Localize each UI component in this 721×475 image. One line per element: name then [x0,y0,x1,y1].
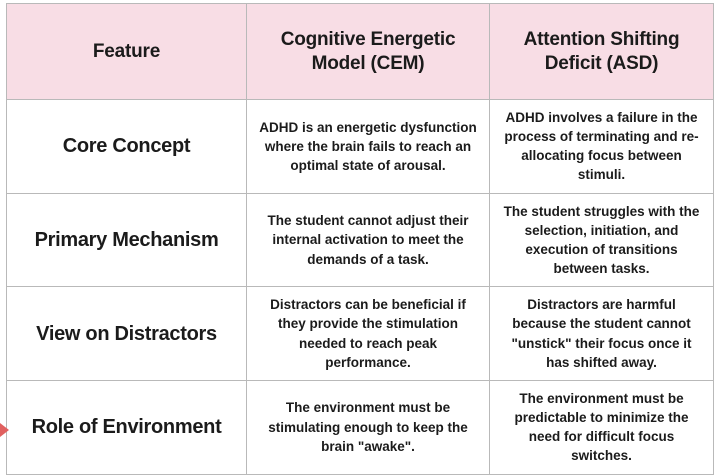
cell-asd-core-concept: ADHD involves a failure in the process of terminating and re-allocating focus between stimuli. [490,100,714,194]
comparison-table [6,3,714,475]
table-row [7,380,714,474]
row-label-core-concept: Core Concept [7,100,247,194]
column-header-asd: Attention Shifting Deficit (ASD) [490,4,714,100]
table-header [7,4,714,100]
left-edge-marker-icon [0,423,9,437]
cell-cem-core-concept: ADHD is an energetic dysfunction where the brain fails to reach an optimal state of arousal. [247,100,490,194]
table-body [7,100,714,475]
row-label-primary-mechanism: Primary Mechanism [7,193,247,287]
cell-asd-primary-mechanism: The student struggles with the selection, initiation, and execution of transitions between tasks. [490,193,714,287]
cell-cem-view-on-distractors: Distractors can be beneficial if they provide the stimulation needed to reach peak performance. [247,287,490,381]
cell-cem-role-of-environment: The environment must be stimulating enough to keep the brain "awake". [247,380,490,474]
top-strip [0,0,721,3]
cell-asd-view-on-distractors: Distractors are harmful because the student cannot "unstick" their focus once it has shifted away. [490,287,714,381]
table-header-row [7,4,714,100]
column-header-cem: Cognitive Energetic Model (CEM) [247,4,490,100]
table-row [7,193,714,287]
column-header-feature: Feature [7,4,247,100]
table-row [7,100,714,194]
table-row [7,287,714,381]
cell-asd-role-of-environment: The environment must be predictable to minimize the need for difficult focus switches. [490,380,714,474]
row-label-role-of-environment: Role of Environment [7,380,247,474]
row-label-view-on-distractors: View on Distractors [7,287,247,381]
cell-cem-primary-mechanism: The student cannot adjust their internal activation to meet the demands of a task. [247,193,490,287]
